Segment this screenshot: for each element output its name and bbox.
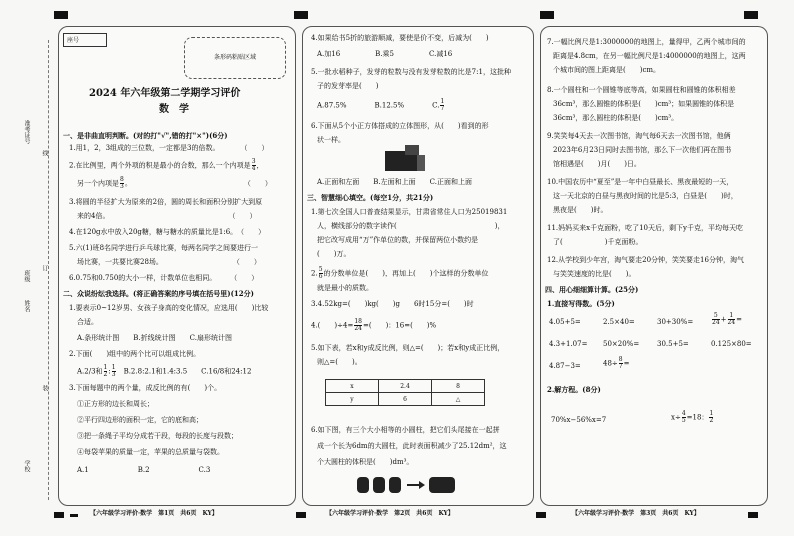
question-text: 7.一幅比例尺是1:3000000的地图上，量得甲，乙两个城市间的 [547,38,746,46]
subsection-title: 2.解方程。(8分) [547,385,601,394]
fraction: $\frac{4}{5}$ [681,410,686,424]
registration-mark [54,11,68,19]
table-cell: 6 [379,393,432,406]
margin-label: 准考证号 [23,120,30,144]
question-text: 8.一个圆柱和一个圆锥等底等高，如果圆柱和圆锥的体积相差 [547,86,736,94]
option-text: A.条形统计图 B.折线统计图 C.扇形统计图 [77,334,232,342]
table-cell: △ [432,393,485,406]
table-cell: 8 [432,380,485,393]
xy-table [325,379,485,406]
calc-item: $\frac{5}{24}$ + $\frac{1}{24}$ = [712,312,743,326]
question-text: 1.第七次全国人口普查结果显示，甘肃省常住人口为25019831 [311,208,508,216]
fraction: $\frac{3}{4}$ [251,158,256,172]
question-text: 36cm³，那么圆锥的体积是( )cm³；如果圆锥的体积是 [553,100,735,108]
question-text: 5.六(1)班8名同学进行乒乓球比赛，每两名同学之间要进行一 [69,244,259,252]
calc-item: 50×20%= [603,340,640,348]
column-2 [302,26,534,506]
section-title: 一、是非曲直明判断。(对的打"√",错的打"×")(6分) [63,131,228,140]
calc-item: 30+30%= [657,318,694,326]
fraction: $\frac{8}{3}$ [120,176,124,190]
question-text: 5.如下表，若x和y成反比例，则△=( )；若x和y成正比例， [311,344,505,352]
fraction: $\frac{8}{7}$ [618,356,623,370]
question-text: 馆相遇是( )月( )日。 [553,160,641,168]
question-text: 了( )千克面粉。 [553,238,643,246]
registration-mark [536,512,546,518]
option-text: A.2/3和 $\frac{1}{2}$ : $\frac{1}{3}$ B.2.8:2.1和1.4:3.5 C.16/8和24:12 [77,364,252,378]
question-text: 36cm³，那么圆柱的体积是( )cm³。 [553,114,679,122]
registration-mark [54,512,64,518]
question-text: 黑夜是( )时。 [553,206,608,214]
question-text: 11.妈妈买来x千克面粉，吃了10天后，剩下y千克，平均每天吃 [547,224,743,232]
calc-item: 30.5+5= [657,340,689,348]
registration-mark [540,11,554,19]
question-text: 子的发芽率是( ) [317,82,379,90]
question-text: 5.一批水稻种子，发芽的粒数与没有发芽粒数的比是7:1，这批种 [311,68,511,76]
fraction: $\frac{1}{24}$ [727,312,736,326]
subsection-title: 1.直接写得数。(5分) [547,299,615,308]
column-1 [58,26,296,506]
exam-title: 2024 年六年级第二学期学习评价 [89,88,241,99]
question-text: 2023年6月23日同时去图书馆，那么下一次他们再在图书 [553,146,732,154]
question-text: 个城市间的图上距离是( )cm。 [553,66,661,74]
option-text: ①正方形的边长和周长； [77,400,154,408]
question-text: 人，横线部分的数字读作( )， [317,222,505,230]
option-text: ④每袋苹果的质量一定，苹果的总质量与袋数。 [77,448,224,456]
fraction: $\frac{1}{2}$ [709,410,714,424]
margin-label: 班级 [23,270,30,282]
page-footer: 【六年级学习评价·数学 第3页 共6页 KY】 [572,510,700,517]
question-text: 1.用1，2，3组成的三位数，一定都是3的倍数。 （ ） [69,144,269,152]
calc-item: 4.05+5= [549,318,581,326]
option-text: A.87.5% B.12.5% C. $\frac{1}{7}$ [317,98,445,112]
seat-box: 座号 [63,33,107,47]
question-text: 合适。 [77,318,98,326]
question-text: 3.下面每题中的两个量，成反比例的有( )个。 [69,384,222,392]
section-title: 四、用心细细算计算。(25分) [545,285,639,294]
fraction: $\frac{1}{7}$ [440,98,445,112]
question-text: 6.0.75和0.750的大小一样，计数单位也相同。 （ ） [69,274,259,282]
option-text: ②平行四边形的面积一定，它的底和高； [77,416,203,424]
question-text: 4.在120g水中放入20g糖，糖与糖水的质量比是1:6。 （ ） [69,228,266,236]
section-title: 三、智慧细心填空。(每空1分，共21分) [307,193,434,202]
question-text: 2. $\frac{5}{6}$ 的分数单位是( )，再加上( )个这样的分数单位 [311,266,489,280]
section-title: 二、众说纷纭我选择。(将正确答案的序号填在括号里)(12分) [63,289,254,298]
table-cell: x [326,380,379,393]
question-text: 场比赛，一共要比赛28场。 （ ） [77,258,261,266]
option-text: A.1 B.2 C.3 [77,466,211,474]
option-text: A.加16 B.乘5 C.减16 [317,50,453,58]
question-text: 4.( )÷4= $\frac{18}{24}$ =( )：16=( )% [311,318,437,332]
question-text: 个大圆柱的体积是( )dm³。 [317,458,414,466]
table-row [326,380,485,393]
table-cell: 2.4 [379,380,432,393]
question-text: 来的4倍。 （ ） [77,212,257,220]
question-text: 6.如下图，有三个大小相等的小圆柱，把它们头尾接在一起拼 [311,426,500,434]
page-footer: 【六年级学习评价·数学 第1页 共6页 KY】 [90,510,218,517]
question-text: 3.将圆的半径扩大为原来的2倍，圆的周长和面积分别扩大到原 [69,198,263,206]
question-text: 6.下面从5个小正方体搭成的立体图形，从( )看到的形 [311,122,489,130]
option-text: A.正面和左面 B.左面和上面 C.正面和上面 [317,178,472,186]
option-text: ③把一条绳子平均分成若干段，每段的长度与段数； [77,432,238,440]
question-text: 1.要表示0~12岁男、女孩子身高的变化情况，应选用( )比较 [69,304,269,312]
question-text: ( )万。 [317,250,351,258]
question-text: 2.下面( )组中的两个比可以组成比例。 [69,350,201,358]
question-text: 与笑笑速度的比是( )。 [553,270,636,278]
fraction: $\frac{1}{2}$ [103,364,108,378]
table-cell: y [326,393,379,406]
question-text: 这一天北京的白昼与黑夜时间的比是5:3，白昼是( )时， [553,192,738,200]
cylinder-figure [357,477,467,493]
equation-item: x÷ $\frac{4}{5}$ =18： $\frac{1}{2}$ [671,410,714,424]
question-text: 12.从学校到少年宫，淘气要走20分钟，笑笑要走16分钟，淘气 [547,256,744,264]
question-text: 状一样。 [317,136,345,144]
question-text: 2.在比例里，两个外项的积是最小的合数，那么一个内项是 $\frac{3}{4}$ ， [69,158,264,172]
registration-mark [294,11,308,19]
margin-label: 订 [41,265,48,271]
registration-mark [748,512,758,518]
margin-label: 姓名 [23,300,30,312]
table-row [326,393,485,406]
question-text: 4.如果给书5折的旅游顺减，要使是价不变，后减为( ) [311,34,489,42]
column-3 [540,26,768,506]
barcode-area: 条形码粘贴区域 [184,37,286,79]
registration-mark [70,514,78,517]
question-text: 把它改写成用“万”作单位的数，并保留两位小数约是 [317,236,479,244]
calc-item: 48÷ $\frac{8}{7}$ = [603,356,630,370]
exam-subject: 数 学 [159,104,189,115]
fraction: $\frac{18}{24}$ [354,318,362,332]
calc-item: 4.3+1.07= [549,340,588,348]
calc-item: 4.87−3= [549,362,581,370]
registration-mark [296,512,306,518]
margin-dash-line [48,40,49,500]
margin-label: 线 [41,150,48,156]
fraction: $\frac{1}{3}$ [111,364,116,378]
question-text: 就是最小的质数。 [317,284,373,292]
registration-mark [744,11,758,19]
question-text: 距离是4.8cm，在另一幅比例尺是1:4000000的地图上，这两 [553,52,746,60]
fraction: $\frac{5}{24}$ [712,312,720,326]
calc-item: 0.125×80= [711,340,752,348]
margin-label: 学校 [23,460,30,472]
question-text: 3.4.52kg=( )kg( )g 6时15分=( )时 [311,300,474,308]
question-text: 成一个长为6dm的大圆柱，此时表面积减少了25.12dm²，这 [317,442,507,450]
calc-item: 2.5×40= [603,318,635,326]
page-footer: 【六年级学习评价·数学 第2页 共6页 KY】 [326,510,454,517]
question-text: 另一个内项是 $\frac{8}{3}$ 。 （ ） [77,176,272,190]
question-text: 则△=( )。 [317,358,362,366]
question-text: 9.笑笑每4天去一次图书馆，淘气每6天去一次图书馆，他俩 [547,132,731,140]
question-text: 10.中国农历中“夏至”是一年中白昼最长、黑夜最短的一天， [547,178,734,186]
margin-label: 装 [41,385,48,391]
fraction: $\frac{5}{6}$ [318,266,323,280]
equation-item: 70%x−56%x=7 [551,416,607,424]
cube-figure [385,145,425,171]
